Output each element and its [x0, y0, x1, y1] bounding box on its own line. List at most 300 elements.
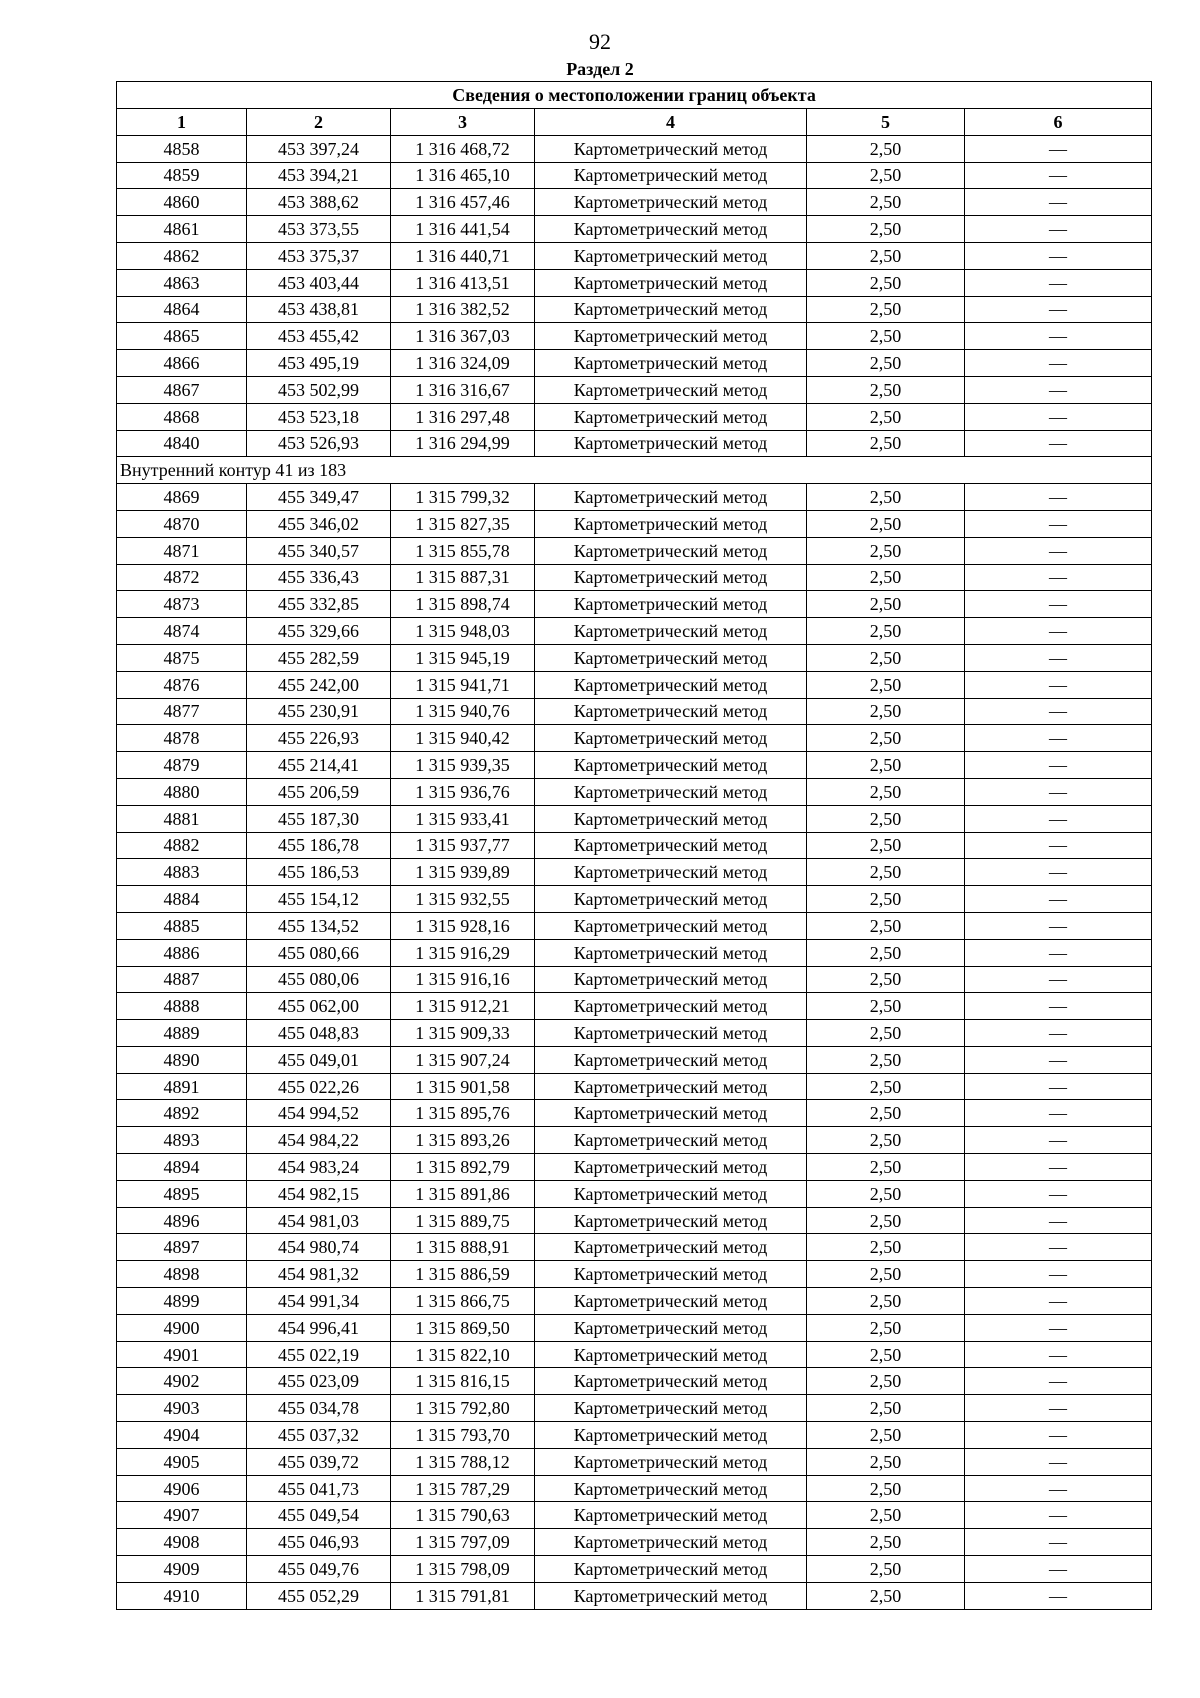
x-coordinate-cell: 455 049,76 [247, 1556, 391, 1583]
method-cell: Картометрический метод [535, 1180, 807, 1207]
accuracy-cell: 2,50 [807, 296, 965, 323]
method-cell: Картометрический метод [535, 912, 807, 939]
table-row [117, 939, 1152, 966]
accuracy-cell: 2,50 [807, 1529, 965, 1556]
point-number-cell: 4875 [117, 644, 247, 671]
description-cell: — [965, 403, 1152, 430]
y-coordinate-cell: 1 315 892,79 [391, 1154, 535, 1181]
x-coordinate-cell: 455 037,32 [247, 1422, 391, 1449]
accuracy-cell: 2,50 [807, 725, 965, 752]
description-cell: — [965, 350, 1152, 377]
description-cell: — [965, 805, 1152, 832]
method-cell: Картометрический метод [535, 886, 807, 913]
method-cell: Картометрический метод [535, 1288, 807, 1315]
y-coordinate-cell: 1 315 907,24 [391, 1046, 535, 1073]
point-number-cell: 4902 [117, 1368, 247, 1395]
y-coordinate-cell: 1 315 888,91 [391, 1234, 535, 1261]
description-cell: — [965, 323, 1152, 350]
x-coordinate-cell: 455 062,00 [247, 993, 391, 1020]
point-number-cell: 4891 [117, 1073, 247, 1100]
point-number-cell: 4883 [117, 859, 247, 886]
point-number-cell: 4871 [117, 537, 247, 564]
y-coordinate-cell: 1 315 816,15 [391, 1368, 535, 1395]
accuracy-cell: 2,50 [807, 939, 965, 966]
y-coordinate-cell: 1 315 855,78 [391, 537, 535, 564]
column-header-1: 1 [117, 109, 247, 136]
x-coordinate-cell: 453 397,24 [247, 135, 391, 162]
point-number-cell: 4870 [117, 510, 247, 537]
description-cell: — [965, 1154, 1152, 1181]
accuracy-cell: 2,50 [807, 135, 965, 162]
y-coordinate-cell: 1 315 916,16 [391, 966, 535, 993]
table-row [117, 1368, 1152, 1395]
accuracy-cell: 2,50 [807, 591, 965, 618]
method-cell: Картометрический метод [535, 296, 807, 323]
point-number-cell: 4906 [117, 1475, 247, 1502]
table-row [117, 376, 1152, 403]
y-coordinate-cell: 1 315 901,58 [391, 1073, 535, 1100]
description-cell: — [965, 537, 1152, 564]
contour-label: Внутренний контур 41 из 183 [117, 457, 1152, 484]
description-cell: — [965, 993, 1152, 1020]
description-cell: — [965, 618, 1152, 645]
point-number-cell: 4892 [117, 1100, 247, 1127]
method-cell: Картометрический метод [535, 376, 807, 403]
y-coordinate-cell: 1 315 798,09 [391, 1556, 535, 1583]
description-cell: — [965, 1100, 1152, 1127]
column-header-5: 5 [807, 109, 965, 136]
method-cell: Картометрический метод [535, 1341, 807, 1368]
accuracy-cell: 2,50 [807, 1314, 965, 1341]
table-row [117, 1529, 1152, 1556]
point-number-cell: 4910 [117, 1582, 247, 1609]
y-coordinate-cell: 1 315 945,19 [391, 644, 535, 671]
method-cell: Картометрический метод [535, 323, 807, 350]
table-row [117, 618, 1152, 645]
point-number-cell: 4887 [117, 966, 247, 993]
accuracy-cell: 2,50 [807, 1475, 965, 1502]
x-coordinate-cell: 454 996,41 [247, 1314, 391, 1341]
table-row [117, 350, 1152, 377]
accuracy-cell: 2,50 [807, 1582, 965, 1609]
method-cell: Картометрический метод [535, 778, 807, 805]
x-coordinate-cell: 455 206,59 [247, 778, 391, 805]
accuracy-cell: 2,50 [807, 162, 965, 189]
point-number-cell: 4904 [117, 1422, 247, 1449]
table-row [117, 725, 1152, 752]
x-coordinate-cell: 454 983,24 [247, 1154, 391, 1181]
point-number-cell: 4867 [117, 376, 247, 403]
method-cell: Картометрический метод [535, 644, 807, 671]
method-cell: Картометрический метод [535, 242, 807, 269]
description-cell: — [965, 966, 1152, 993]
point-number-cell: 4907 [117, 1502, 247, 1529]
point-number-cell: 4862 [117, 242, 247, 269]
accuracy-cell: 2,50 [807, 1395, 965, 1422]
description-cell: — [965, 216, 1152, 243]
x-coordinate-cell: 455 022,26 [247, 1073, 391, 1100]
x-coordinate-cell: 453 375,37 [247, 242, 391, 269]
x-coordinate-cell: 455 346,02 [247, 510, 391, 537]
y-coordinate-cell: 1 315 889,75 [391, 1207, 535, 1234]
x-coordinate-cell: 454 994,52 [247, 1100, 391, 1127]
accuracy-cell: 2,50 [807, 1556, 965, 1583]
table-row [117, 510, 1152, 537]
method-cell: Картометрический метод [535, 698, 807, 725]
method-cell: Картометрический метод [535, 484, 807, 511]
description-cell: — [965, 1020, 1152, 1047]
description-cell: — [965, 591, 1152, 618]
x-coordinate-cell: 455 154,12 [247, 886, 391, 913]
column-header-4: 4 [535, 109, 807, 136]
description-cell: — [965, 1529, 1152, 1556]
accuracy-cell: 2,50 [807, 484, 965, 511]
method-cell: Картометрический метод [535, 752, 807, 779]
accuracy-cell: 2,50 [807, 993, 965, 1020]
y-coordinate-cell: 1 316 441,54 [391, 216, 535, 243]
point-number-cell: 4878 [117, 725, 247, 752]
accuracy-cell: 2,50 [807, 671, 965, 698]
description-cell: — [965, 644, 1152, 671]
x-coordinate-cell: 455 080,06 [247, 966, 391, 993]
contour-label-row [117, 457, 1152, 484]
method-cell: Картометрический метод [535, 1046, 807, 1073]
point-number-cell: 4880 [117, 778, 247, 805]
accuracy-cell: 2,50 [807, 269, 965, 296]
x-coordinate-cell: 455 048,83 [247, 1020, 391, 1047]
x-coordinate-cell: 455 242,00 [247, 671, 391, 698]
method-cell: Картометрический метод [535, 725, 807, 752]
accuracy-cell: 2,50 [807, 966, 965, 993]
x-coordinate-cell: 454 991,34 [247, 1288, 391, 1315]
x-coordinate-cell: 453 495,19 [247, 350, 391, 377]
table-row [117, 993, 1152, 1020]
table-row [117, 1556, 1152, 1583]
table-row [117, 296, 1152, 323]
description-cell: — [965, 162, 1152, 189]
point-number-cell: 4901 [117, 1341, 247, 1368]
description-cell: — [965, 1395, 1152, 1422]
point-number-cell: 4905 [117, 1448, 247, 1475]
method-cell: Картометрический метод [535, 403, 807, 430]
accuracy-cell: 2,50 [807, 778, 965, 805]
column-header-row [117, 109, 1152, 136]
column-header-2: 2 [247, 109, 391, 136]
description-cell: — [965, 1073, 1152, 1100]
table-row [117, 430, 1152, 457]
boundary-table [116, 81, 1152, 1610]
accuracy-cell: 2,50 [807, 1502, 965, 1529]
table-row [117, 484, 1152, 511]
x-coordinate-cell: 455 046,93 [247, 1529, 391, 1556]
table-row [117, 1582, 1152, 1609]
table-row [117, 1100, 1152, 1127]
description-cell: — [965, 1341, 1152, 1368]
method-cell: Картометрический метод [535, 1020, 807, 1047]
x-coordinate-cell: 453 403,44 [247, 269, 391, 296]
y-coordinate-cell: 1 315 797,09 [391, 1529, 535, 1556]
point-number-cell: 4909 [117, 1556, 247, 1583]
accuracy-cell: 2,50 [807, 1341, 965, 1368]
method-cell: Картометрический метод [535, 1448, 807, 1475]
table-row [117, 912, 1152, 939]
accuracy-cell: 2,50 [807, 1422, 965, 1449]
description-cell: — [965, 269, 1152, 296]
x-coordinate-cell: 455 340,57 [247, 537, 391, 564]
description-cell: — [965, 1556, 1152, 1583]
point-number-cell: 4859 [117, 162, 247, 189]
description-cell: — [965, 1502, 1152, 1529]
x-coordinate-cell: 455 214,41 [247, 752, 391, 779]
description-cell: — [965, 1582, 1152, 1609]
point-number-cell: 4895 [117, 1180, 247, 1207]
method-cell: Картометрический метод [535, 1422, 807, 1449]
accuracy-cell: 2,50 [807, 1127, 965, 1154]
method-cell: Картометрический метод [535, 1261, 807, 1288]
accuracy-cell: 2,50 [807, 403, 965, 430]
section-title: Раздел 2 [566, 59, 634, 79]
point-number-cell: 4903 [117, 1395, 247, 1422]
method-cell: Картометрический метод [535, 1073, 807, 1100]
point-number-cell: 4865 [117, 323, 247, 350]
table-row [117, 216, 1152, 243]
table-row [117, 189, 1152, 216]
table-row [117, 671, 1152, 698]
point-number-cell: 4900 [117, 1314, 247, 1341]
x-coordinate-cell: 455 022,19 [247, 1341, 391, 1368]
x-coordinate-cell: 453 373,55 [247, 216, 391, 243]
method-cell: Картометрический метод [535, 1582, 807, 1609]
table-title: Сведения о местоположении границ объекта [117, 82, 1152, 109]
accuracy-cell: 2,50 [807, 537, 965, 564]
y-coordinate-cell: 1 315 866,75 [391, 1288, 535, 1315]
y-coordinate-cell: 1 315 793,70 [391, 1422, 535, 1449]
point-number-cell: 4881 [117, 805, 247, 832]
accuracy-cell: 2,50 [807, 430, 965, 457]
x-coordinate-cell: 454 981,03 [247, 1207, 391, 1234]
x-coordinate-cell: 453 394,21 [247, 162, 391, 189]
table-row [117, 832, 1152, 859]
table-row [117, 323, 1152, 350]
method-cell: Картометрический метод [535, 1100, 807, 1127]
point-number-cell: 4899 [117, 1288, 247, 1315]
description-cell: — [965, 1314, 1152, 1341]
point-number-cell: 4898 [117, 1261, 247, 1288]
method-cell: Картометрический метод [535, 189, 807, 216]
accuracy-cell: 2,50 [807, 752, 965, 779]
method-cell: Картометрический метод [535, 1475, 807, 1502]
point-number-cell: 4893 [117, 1127, 247, 1154]
description-cell: — [965, 1448, 1152, 1475]
point-number-cell: 4890 [117, 1046, 247, 1073]
x-coordinate-cell: 455 230,91 [247, 698, 391, 725]
x-coordinate-cell: 455 134,52 [247, 912, 391, 939]
description-cell: — [965, 1234, 1152, 1261]
accuracy-cell: 2,50 [807, 912, 965, 939]
y-coordinate-cell: 1 315 827,35 [391, 510, 535, 537]
method-cell: Картометрический метод [535, 510, 807, 537]
y-coordinate-cell: 1 315 891,86 [391, 1180, 535, 1207]
point-number-cell: 4889 [117, 1020, 247, 1047]
accuracy-cell: 2,50 [807, 510, 965, 537]
x-coordinate-cell: 454 981,32 [247, 1261, 391, 1288]
table-row [117, 859, 1152, 886]
description-cell: — [965, 1180, 1152, 1207]
method-cell: Картометрический метод [535, 537, 807, 564]
point-number-cell: 4860 [117, 189, 247, 216]
point-number-cell: 4873 [117, 591, 247, 618]
accuracy-cell: 2,50 [807, 1448, 965, 1475]
y-coordinate-cell: 1 316 468,72 [391, 135, 535, 162]
method-cell: Картометрический метод [535, 350, 807, 377]
table-row [117, 966, 1152, 993]
table-row [117, 564, 1152, 591]
y-coordinate-cell: 1 316 367,03 [391, 323, 535, 350]
accuracy-cell: 2,50 [807, 1207, 965, 1234]
x-coordinate-cell: 455 282,59 [247, 644, 391, 671]
y-coordinate-cell: 1 315 941,71 [391, 671, 535, 698]
description-cell: — [965, 296, 1152, 323]
method-cell: Картометрический метод [535, 591, 807, 618]
table-row [117, 1341, 1152, 1368]
description-cell: — [965, 484, 1152, 511]
accuracy-cell: 2,50 [807, 886, 965, 913]
table-row [117, 805, 1152, 832]
method-cell: Картометрический метод [535, 832, 807, 859]
y-coordinate-cell: 1 315 940,76 [391, 698, 535, 725]
table-row [117, 269, 1152, 296]
point-number-cell: 4897 [117, 1234, 247, 1261]
table-row [117, 1395, 1152, 1422]
x-coordinate-cell: 455 329,66 [247, 618, 391, 645]
method-cell: Картометрический метод [535, 564, 807, 591]
point-number-cell: 4858 [117, 135, 247, 162]
accuracy-cell: 2,50 [807, 805, 965, 832]
y-coordinate-cell: 1 316 465,10 [391, 162, 535, 189]
x-coordinate-cell: 453 455,42 [247, 323, 391, 350]
table-row [117, 1180, 1152, 1207]
description-cell: — [965, 1475, 1152, 1502]
accuracy-cell: 2,50 [807, 1073, 965, 1100]
table-row [117, 1502, 1152, 1529]
point-number-cell: 4886 [117, 939, 247, 966]
description-cell: — [965, 376, 1152, 403]
accuracy-cell: 2,50 [807, 1180, 965, 1207]
y-coordinate-cell: 1 315 916,29 [391, 939, 535, 966]
method-cell: Картометрический метод [535, 216, 807, 243]
y-coordinate-cell: 1 315 799,32 [391, 484, 535, 511]
table-row [117, 752, 1152, 779]
table-row [117, 591, 1152, 618]
description-cell: — [965, 698, 1152, 725]
point-number-cell: 4876 [117, 671, 247, 698]
table-row [117, 1448, 1152, 1475]
y-coordinate-cell: 1 315 787,29 [391, 1475, 535, 1502]
point-number-cell: 4861 [117, 216, 247, 243]
accuracy-cell: 2,50 [807, 1261, 965, 1288]
accuracy-cell: 2,50 [807, 644, 965, 671]
y-coordinate-cell: 1 316 297,48 [391, 403, 535, 430]
x-coordinate-cell: 455 052,29 [247, 1582, 391, 1609]
point-number-cell: 4864 [117, 296, 247, 323]
x-coordinate-cell: 453 502,99 [247, 376, 391, 403]
x-coordinate-cell: 455 336,43 [247, 564, 391, 591]
x-coordinate-cell: 454 980,74 [247, 1234, 391, 1261]
point-number-cell: 4896 [117, 1207, 247, 1234]
method-cell: Картометрический метод [535, 1154, 807, 1181]
table-row [117, 886, 1152, 913]
table-row [117, 1314, 1152, 1341]
description-cell: — [965, 1207, 1152, 1234]
table-row [117, 1475, 1152, 1502]
description-cell: — [965, 1127, 1152, 1154]
accuracy-cell: 2,50 [807, 564, 965, 591]
table-row [117, 403, 1152, 430]
method-cell: Картометрический метод [535, 135, 807, 162]
description-cell: — [965, 1261, 1152, 1288]
accuracy-cell: 2,50 [807, 1368, 965, 1395]
accuracy-cell: 2,50 [807, 1020, 965, 1047]
method-cell: Картометрический метод [535, 805, 807, 832]
table-row [117, 698, 1152, 725]
method-cell: Картометрический метод [535, 1368, 807, 1395]
y-coordinate-cell: 1 315 887,31 [391, 564, 535, 591]
description-cell: — [965, 430, 1152, 457]
y-coordinate-cell: 1 316 413,51 [391, 269, 535, 296]
y-coordinate-cell: 1 315 937,77 [391, 832, 535, 859]
point-number-cell: 4868 [117, 403, 247, 430]
column-header-3: 3 [391, 109, 535, 136]
point-number-cell: 4866 [117, 350, 247, 377]
point-number-cell: 4884 [117, 886, 247, 913]
point-number-cell: 4908 [117, 1529, 247, 1556]
table-row [117, 537, 1152, 564]
method-cell: Картометрический метод [535, 966, 807, 993]
point-number-cell: 4888 [117, 993, 247, 1020]
y-coordinate-cell: 1 315 895,76 [391, 1100, 535, 1127]
method-cell: Картометрический метод [535, 1529, 807, 1556]
table-row [117, 644, 1152, 671]
method-cell: Картометрический метод [535, 1234, 807, 1261]
y-coordinate-cell: 1 315 939,89 [391, 859, 535, 886]
description-cell: — [965, 1046, 1152, 1073]
description-cell: — [965, 135, 1152, 162]
x-coordinate-cell: 455 041,73 [247, 1475, 391, 1502]
accuracy-cell: 2,50 [807, 1046, 965, 1073]
method-cell: Картометрический метод [535, 269, 807, 296]
table-row [117, 162, 1152, 189]
description-cell: — [965, 189, 1152, 216]
column-header-6: 6 [965, 109, 1152, 136]
x-coordinate-cell: 453 523,18 [247, 403, 391, 430]
y-coordinate-cell: 1 315 912,21 [391, 993, 535, 1020]
table-row [117, 1207, 1152, 1234]
x-coordinate-cell: 455 186,78 [247, 832, 391, 859]
point-number-cell: 4877 [117, 698, 247, 725]
y-coordinate-cell: 1 315 948,03 [391, 618, 535, 645]
description-cell: — [965, 912, 1152, 939]
method-cell: Картометрический метод [535, 1502, 807, 1529]
table-row [117, 1422, 1152, 1449]
y-coordinate-cell: 1 315 792,80 [391, 1395, 535, 1422]
table-body [117, 135, 1152, 1609]
description-cell: — [965, 671, 1152, 698]
y-coordinate-cell: 1 315 936,76 [391, 778, 535, 805]
table-row [117, 242, 1152, 269]
y-coordinate-cell: 1 316 382,52 [391, 296, 535, 323]
y-coordinate-cell: 1 315 928,16 [391, 912, 535, 939]
y-coordinate-cell: 1 315 939,35 [391, 752, 535, 779]
